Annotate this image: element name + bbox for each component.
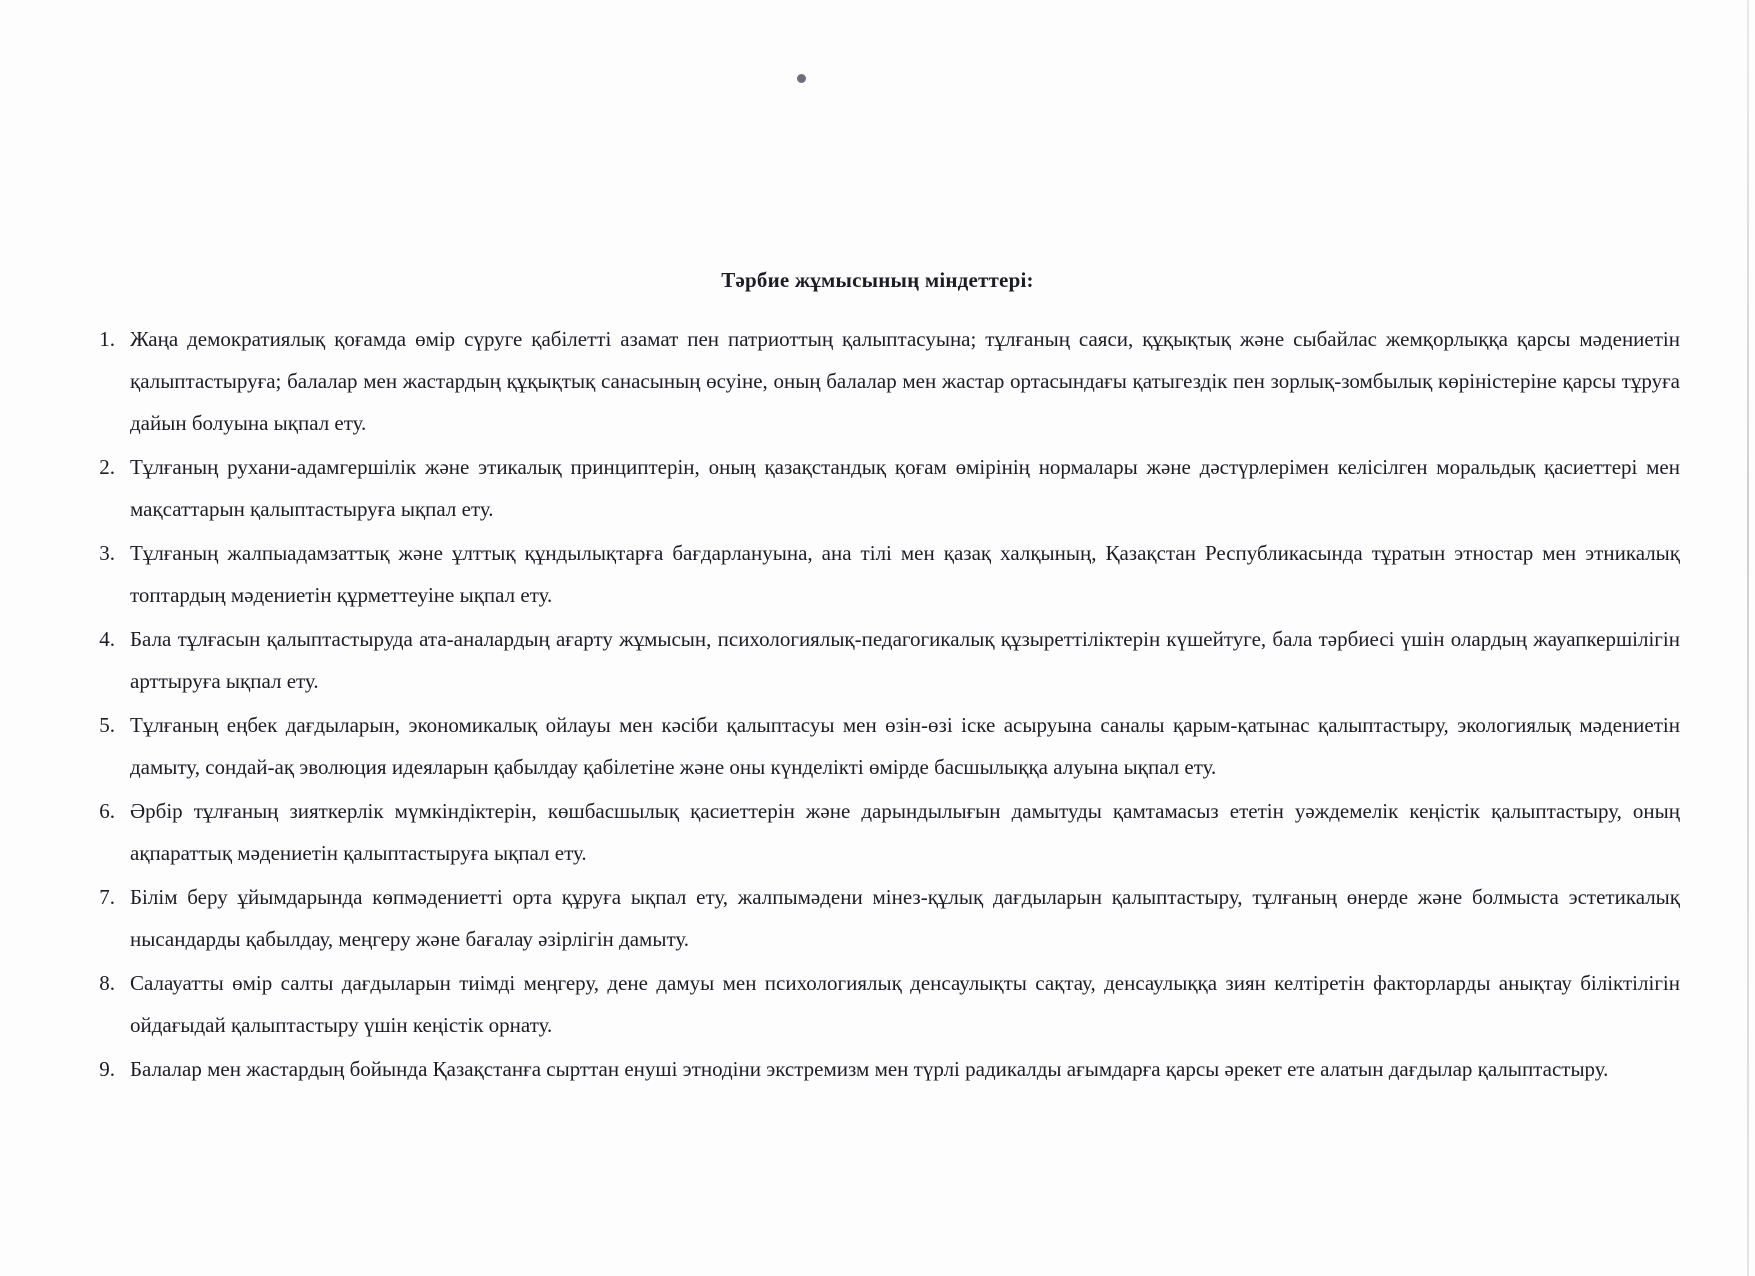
list-item	[72, 704, 1680, 788]
list-item	[72, 876, 1680, 960]
list-item-text: Білім беру ұйымдарында көпмәдениетті орта құруға ықпал ету, жалпымәдени мінез-құлық дағдыларын қалыптастыру, тұлғаның өнерде және болмыста эстетикалық нысандарды қабылдау, меңгеру және бағалау әзірлігін дамыту.	[130, 885, 1680, 951]
tasks-list	[72, 318, 1680, 1092]
list-item	[72, 532, 1680, 616]
list-item-number: 7.	[99, 885, 115, 909]
list-item-text: Тұлғаның жалпыадамзаттық және ұлттық құндылықтарға бағдарлануына, ана тілі мен қазақ халқының, Қазақстан Республикасында тұратын этностар мен этникалық топтардың мәдениетін құрметтеуіне ықпал ету.	[130, 541, 1680, 607]
list-item-text: Жаңа демократиялық қоғамда өмір сүруге қабілетті азамат пен патриоттың қалыптасуына; тұлғаның саяси, құқықтық және сыбайлас жемқорлыққа қарсы мәдениетін қалыптастыруға; балалар мен жастардың құқықтық санасының өсуіне, оның балалар мен жастар ортасындағы қатыгездік пен зорлық-зомбылық көріністеріне қарсы тұруға дайын болуына ықпал ету.	[130, 327, 1680, 435]
list-item	[72, 790, 1680, 874]
list-item-text: Тұлғаның рухани-адамгершілік және этикалық принциптерін, оның қазақстандық қоғам өмірінің нормалары және дәстүрлерімен келісілген моральдық қасиеттері мен мақсаттарын қалыптастыруға ықпал ету.	[130, 455, 1680, 521]
list-item	[72, 446, 1680, 530]
list-item-text: Балалар мен жастардың бойында Қазақстанға сырттан енуші этнодіни экстремизм мен түрлі радикалды ағымдарға қарсы әрекет ете алатын дағдылар қалыптастыру.	[130, 1057, 1609, 1081]
list-item-number: 9.	[99, 1057, 115, 1081]
list-item	[72, 962, 1680, 1046]
list-item	[72, 318, 1680, 444]
list-item-number: 4.	[99, 627, 115, 651]
list-item-text: Салауатты өмір салты дағдыларын тиімді меңгеру, дене дамуы мен психологиялық денсаулықты сақтау, денсаулыққа зиян келтіретін факторларды анықтау біліктілігін ойдағыдай қалыптастыру үшін кеңістік орнату.	[130, 971, 1680, 1037]
punch-hole-mark	[797, 74, 806, 83]
list-item-number: 5.	[99, 713, 115, 737]
list-item-number: 1.	[99, 327, 115, 351]
list-item	[72, 1048, 1680, 1090]
list-item-text: Бала тұлғасын қалыптастыруда ата-аналардың ағарту жұмысын, психологиялық-педагогикалық құзыреттіліктерін күшейтуге, бала тәрбиесі үшін олардың жауапкершілігін арттыруға ықпал ету.	[130, 627, 1680, 693]
list-item-number: 8.	[99, 971, 115, 995]
list-item-text: Тұлғаның еңбек дағдыларын, экономикалық ойлауы мен кәсіби қалыптасуы мен өзін-өзі іске асыруына саналы қарым-қатынас қалыптастыру, экологиялық мәдениетін дамыту, сондай-ақ эволюция идеяларын қабылдау қабілетіне және оны күнделікті өмірде басшылыққа алуына ықпал ету.	[130, 713, 1680, 779]
page-title: Тәрбие жұмысының міндеттері:	[721, 268, 1034, 292]
list-item-number: 6.	[99, 799, 115, 823]
list-item-number: 3.	[99, 541, 115, 565]
list-item-number: 2.	[99, 455, 115, 479]
list-item	[72, 618, 1680, 702]
page-edge-shadow	[1747, 0, 1749, 1276]
list-item-text: Әрбір тұлғаның зияткерлік мүмкіндіктерін, көшбасшылық қасиеттерін және дарындылығын дамытуды қамтамасыз ететін уәждемелік кеңістік қалыптастыру, оның ақпараттық мәдениетін қалыптастыруға ықпал ету.	[130, 799, 1680, 865]
